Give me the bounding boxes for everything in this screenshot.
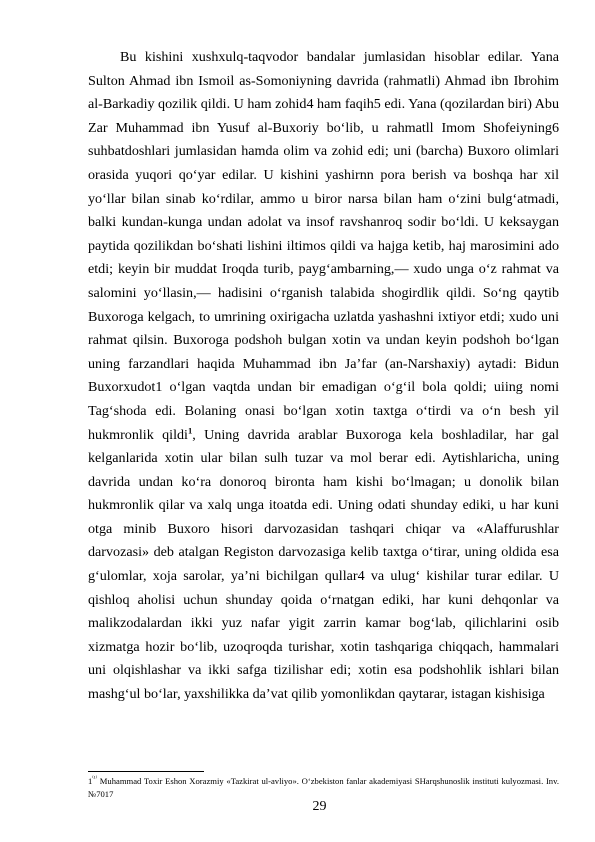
- body-paragraph: [88, 46, 559, 707]
- footnote-text: Muhammad Toxir Eshon Xorazmiy «Tazkirat ul-avliyo». O‘zbekiston fanlar akademiyasi SHarqshunoslik instituti kulyozmasi. Inv. №7017: [88, 776, 559, 799]
- footnote-mark: ⁽¹⁾: [92, 776, 98, 783]
- footnote-number: 1: [88, 776, 93, 786]
- paragraph-text-part-2: , Uning davrida arablar Buxoroga kela boshladilar, har gal kelganlarida xotin ular bilan sulh tuzar va mol berar edi. Aytishlaricha, uning davrida undan ko‘ra donoroq bironta ham kishi bo‘lmagan; u donolik bilan hukmronlik qilar va xalq unga itoatda edi. Uning odati shunday ediki, u har kuni otga minib Buxoro hisori darvozasidan tashqari chiqar va «Alaffurushlar darvozasi» deb atalgan Registon darvozasiga kelib taxtga o‘tirar, uning oldida esa g‘ulomlar, xoja sarolar, ya’ni bichilgan qullar4 va ulug‘ kishilar turar edilar. U qishloq aholisi uchun shunday qoida o‘rnatgan ediki, har kuni dehqonlar va malikzodalardan ikki yuz nafar yigit zarrin kamar bog‘lab, qilichlarini osib xizmatga hozir bo‘lib, uzoqroqda turishar, xotin tashqariga chiqqach, hammalari uni olqishlashar va ikki safga tizilishar edi; xotin esa podshohlik ishlari bilan mashg‘ul bo‘lar, yaxshilikka da’vat qilib yomonlikdan qaytarar, istagan kishisiga: [88, 426, 559, 703]
- footnote-reference[interactable]: 1: [187, 424, 193, 435]
- footnote-divider: [88, 771, 204, 772]
- page-number: 29: [312, 799, 327, 814]
- footnote: [88, 775, 559, 800]
- paragraph-text-part-1: Bu kishini xushxulq-taqvodor bandalar jumlasidan hisoblar edilar. Yana Sulton Ahmad ibn Ismoil as-Somoniyning davrida (rahmatli) Ahmad ibn Ibrohim al-Barkadiy qozilik qildi. U ham zohid4 ham faqih5 edi. Yana (qozilardan biri) Abu Zar Muhammad ibn Yusuf al-Buxoriy bo‘lib, u rahmatll Imom Shofeiyning6 suhbatdoshlari jumlasidan hamda olim va zohid edi; uni (barcha) Buxoro olimlari orasida yuqori qo‘yar edilar. U kishini yashirnn pora berish va boshqa har xil yo‘llar bilan sinab ko‘rdilar, ammo u biror narsa bilan ham o‘zini bulg‘atmadi, balki kundan-kunga undan adolat va insof ravshanroq sodir bo‘ldi. U keksaygan paytida qozilikdan bo‘shati lishini iltimos qildi va hajga ketib, haj marosimini ado etdi; keyin bir muddat Iroqda turib, payg‘ambarning,— xudo unga o‘z rahmat va salomini yo‘llasin,— hadisini o‘rganish talabida shogirdlik qildi. So‘ng qaytib Buxoroga kelgach, to umrining oxirigacha uzlatda yashashni ixtiyor etdi; xudo uni rahmat qilsin. Buxoroga podshoh bulgan xotin va undan keyin podshoh bo‘lgan uning farzandlari haqida Muhammad ibn Ja’far (an-Narshaxiy) aytadi: Bidun Buxorxudot1 o‘lgan vaqtda undan bir emadigan o‘g‘il bola qoldi; uiing nomi Tag‘shoda edi. Bolaning onasi bo‘lgan xotin taxtga o‘tirdi va o‘n besh yil hukmronlik qildi: [88, 49, 559, 443]
